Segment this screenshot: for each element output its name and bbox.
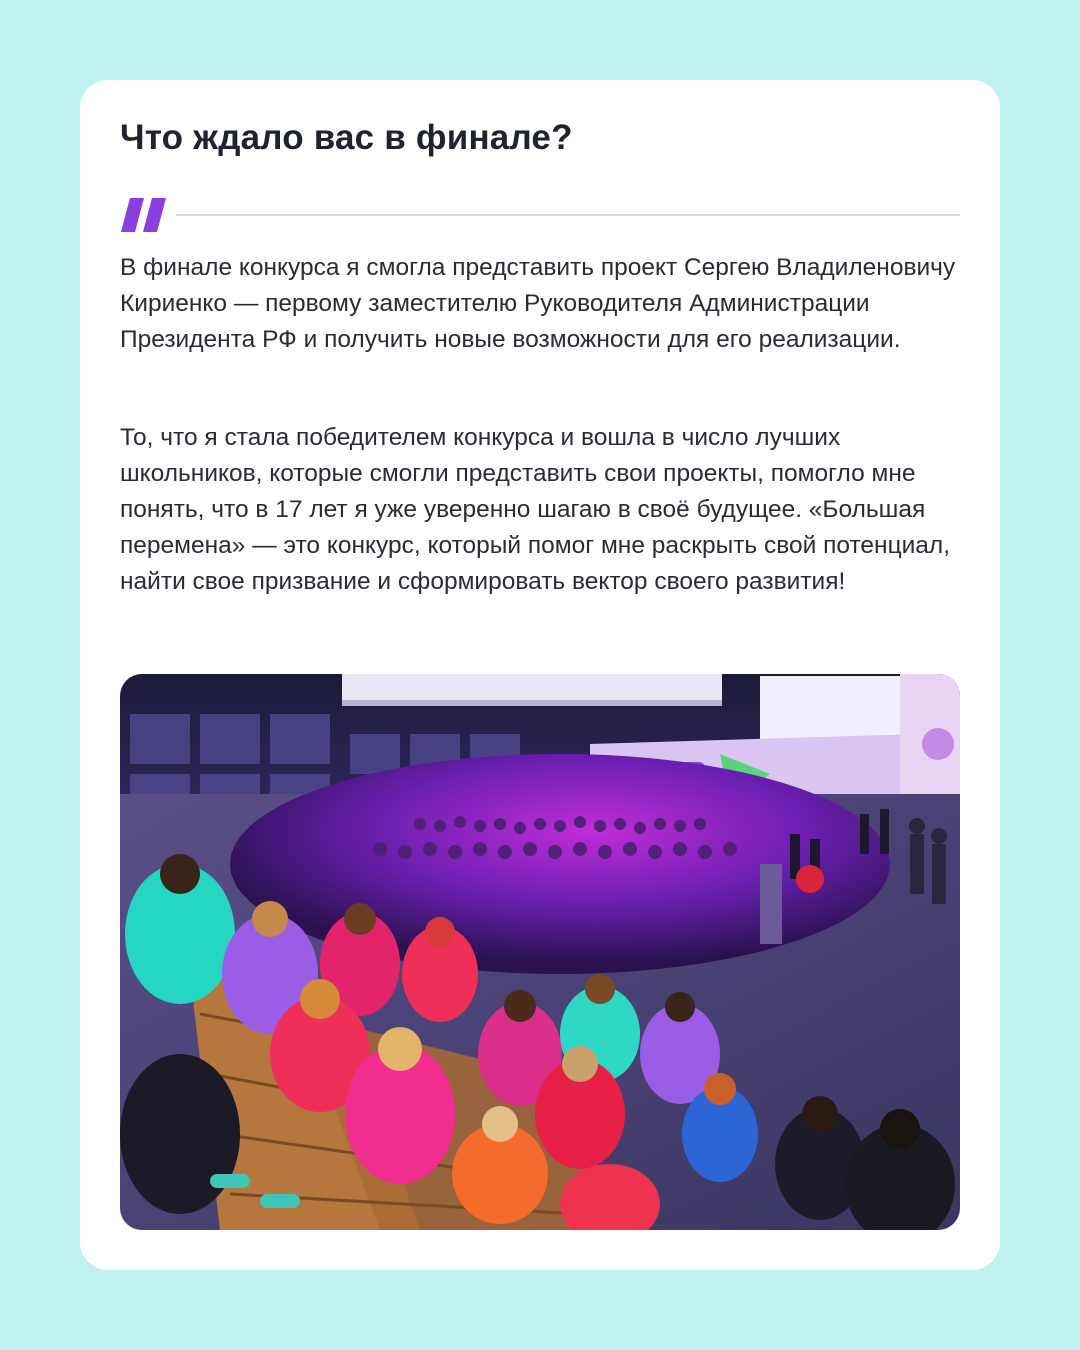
quote-icon	[120, 198, 168, 232]
divider-line	[176, 214, 960, 216]
page-title: Что ждало вас в финале?	[120, 118, 573, 157]
paragraph-1: В финале конкурса я смогла представить проект Сергею Владиленовичу Кириенко — первому заместителю Руководителя Администрации Президента РФ и получить новые возможности для его реализации.	[120, 254, 956, 353]
event-photo-illustration	[120, 674, 960, 1230]
event-photo	[120, 674, 960, 1230]
quote-divider	[120, 198, 960, 234]
content-card	[80, 80, 1000, 1270]
paragraph-2: То, что я стала победителем конкурса и вошла в число лучших школьников, которые смогли представить свои проекты, помогло мне понять, что в 17 лет я уже уверенно шагаю в своё будущее. «Большая перемена» — это конкурс, который помог мне раскрыть свой потенциал, найти свое призвание и сформировать вектор своего развития!	[120, 424, 951, 595]
